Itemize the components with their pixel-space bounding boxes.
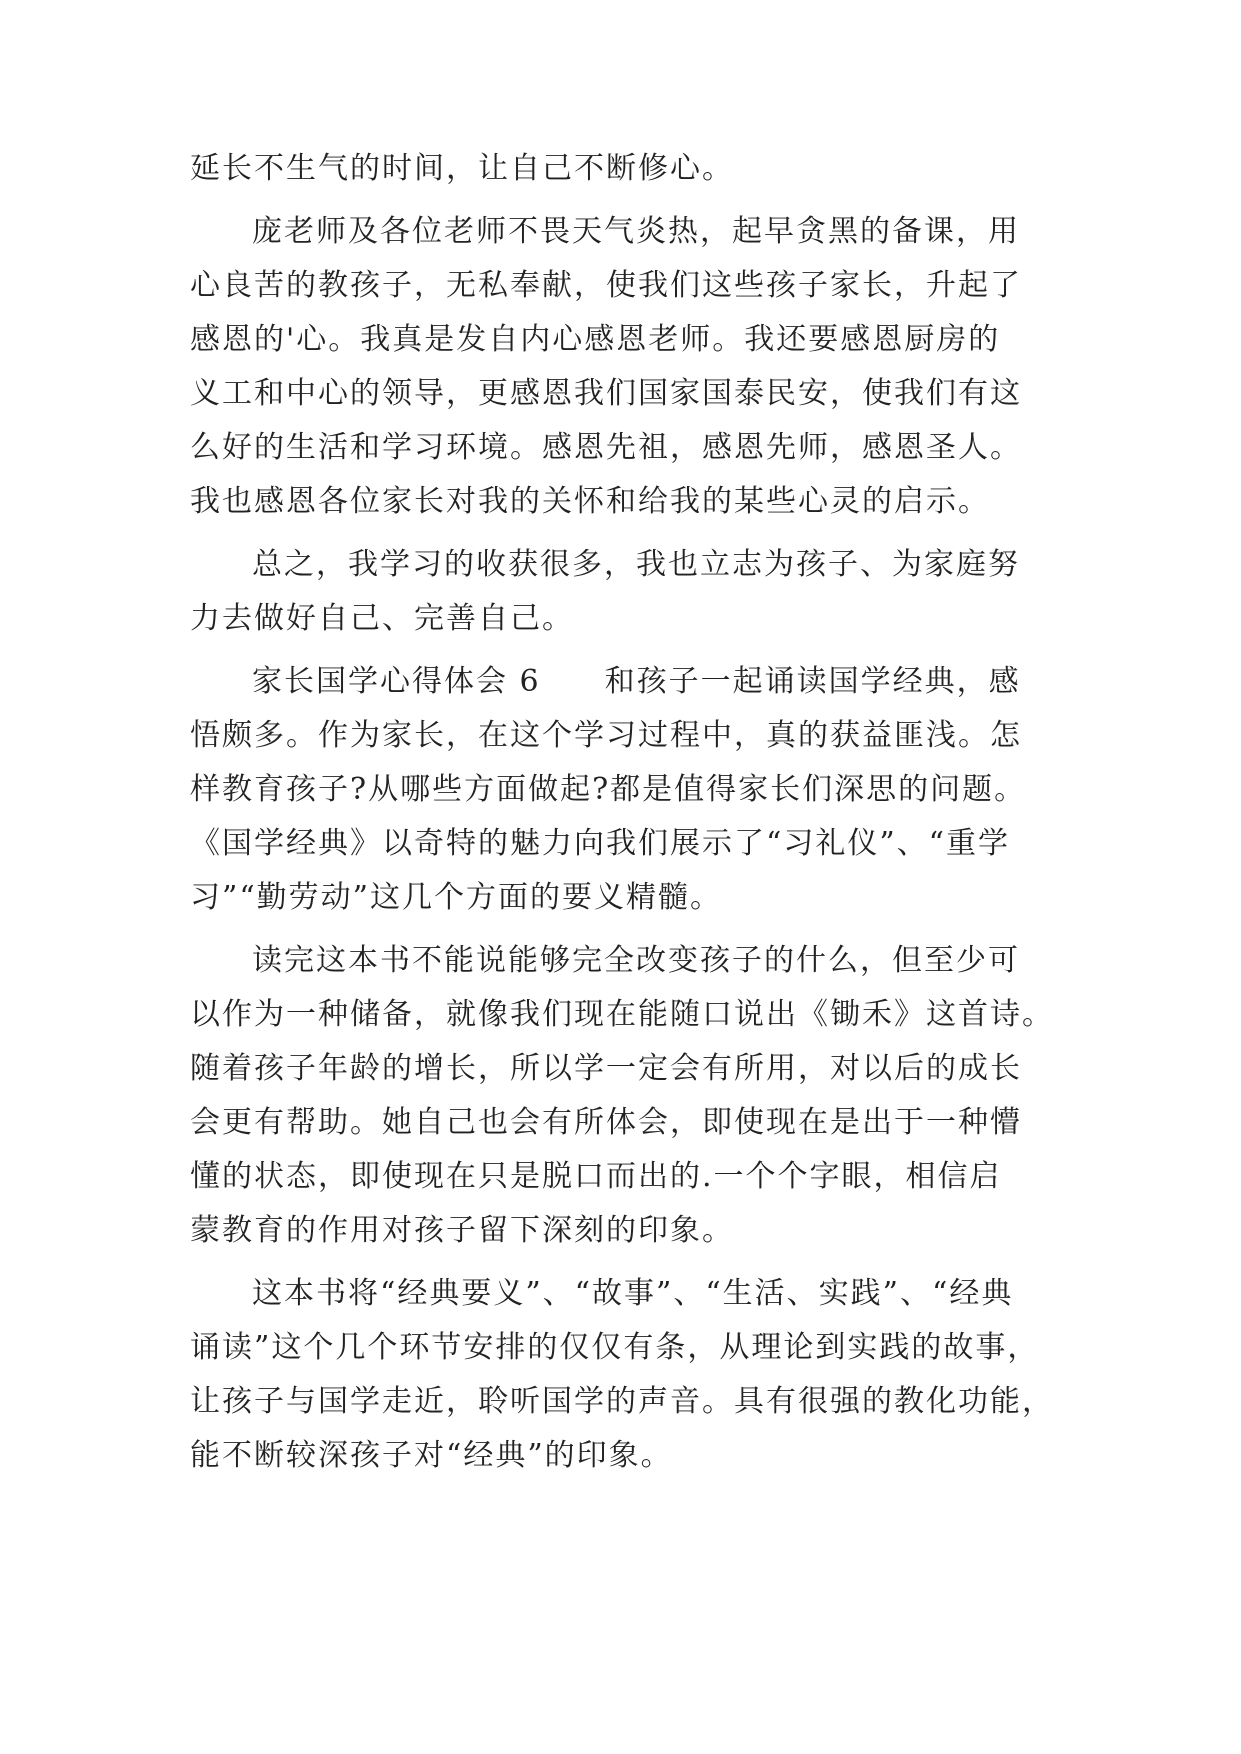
- paragraph-start: 读完这本书不能说能够完全改变孩子的什么，但至少可: [252, 943, 1020, 978]
- text-line: 我也感恩各位家长对我的关怀和给我的某些心灵的启示。: [190, 484, 990, 519]
- text-line: 诵读”这个几个环节安排的仅仅有条，从理论到实践的故事，: [190, 1330, 1040, 1365]
- text-line: 心良苦的教孩子，无私奉献，使我们这些孩子家长，升起了: [190, 268, 1022, 303]
- text-line: 习”“勤劳动”这几个方面的要义精髓。: [190, 880, 723, 915]
- text-line: 以作为一种储备，就像我们现在能随口说出《锄禾》这首诗。: [190, 997, 1054, 1032]
- section-heading-paragraph: 家长国学心得体会 6 和孩子一起诵读国学经典，感: [252, 664, 1021, 699]
- text-line: 样教育孩子?从哪些方面做起?都是值得家长们深思的问题。: [190, 772, 1027, 807]
- paragraph-start: 总之，我学习的收获很多，我也立志为孩子、为家庭努: [252, 547, 1020, 582]
- text-line: 让孩子与国学走近，聆听国学的声音。具有很强的教化功能，: [190, 1384, 1054, 1419]
- text-line: 力去做好自己、完善自己。: [190, 601, 574, 636]
- text-line: 会更有帮助。她自己也会有所体会，即使现在是出于一种懵: [190, 1105, 1022, 1140]
- text-line: 么好的生活和学习环境。感恩先祖，感恩先师，感恩圣人。: [190, 430, 1022, 465]
- text-line: 能不断较深孩子对“经典”的印象。: [190, 1438, 673, 1473]
- text-line: 随着孩子年龄的增长，所以学一定会有所用，对以后的成长: [190, 1051, 1022, 1086]
- text-line: 感恩的'心。我真是发自内心感恩老师。我还要感恩厨房的: [190, 322, 1001, 357]
- text-line: 懂的状态，即使现在只是脱口而出的.一个个字眼，相信启: [190, 1159, 1002, 1194]
- text-line: 蒙教育的作用对孩子留下深刻的印象。: [190, 1213, 734, 1248]
- paragraph-start: 这本书将“经典要义”、“故事”、“生活、实践”、“经典: [252, 1276, 1014, 1311]
- text-line: 义工和中心的领导，更感恩我们国家国泰民安，使我们有这: [190, 376, 1022, 411]
- text-line: 《国学经典》以奇特的魅力向我们展示了“习礼仪”、“重学: [190, 826, 1011, 861]
- paragraph-start: 庞老师及各位老师不畏天气炎热，起早贪黑的备课，用: [252, 214, 1020, 249]
- text-line: 悟颇多。作为家长，在这个学习过程中，真的获益匪浅。怎: [190, 718, 1022, 753]
- text-line: 延长不生气的时间，让自己不断修心。: [190, 151, 734, 186]
